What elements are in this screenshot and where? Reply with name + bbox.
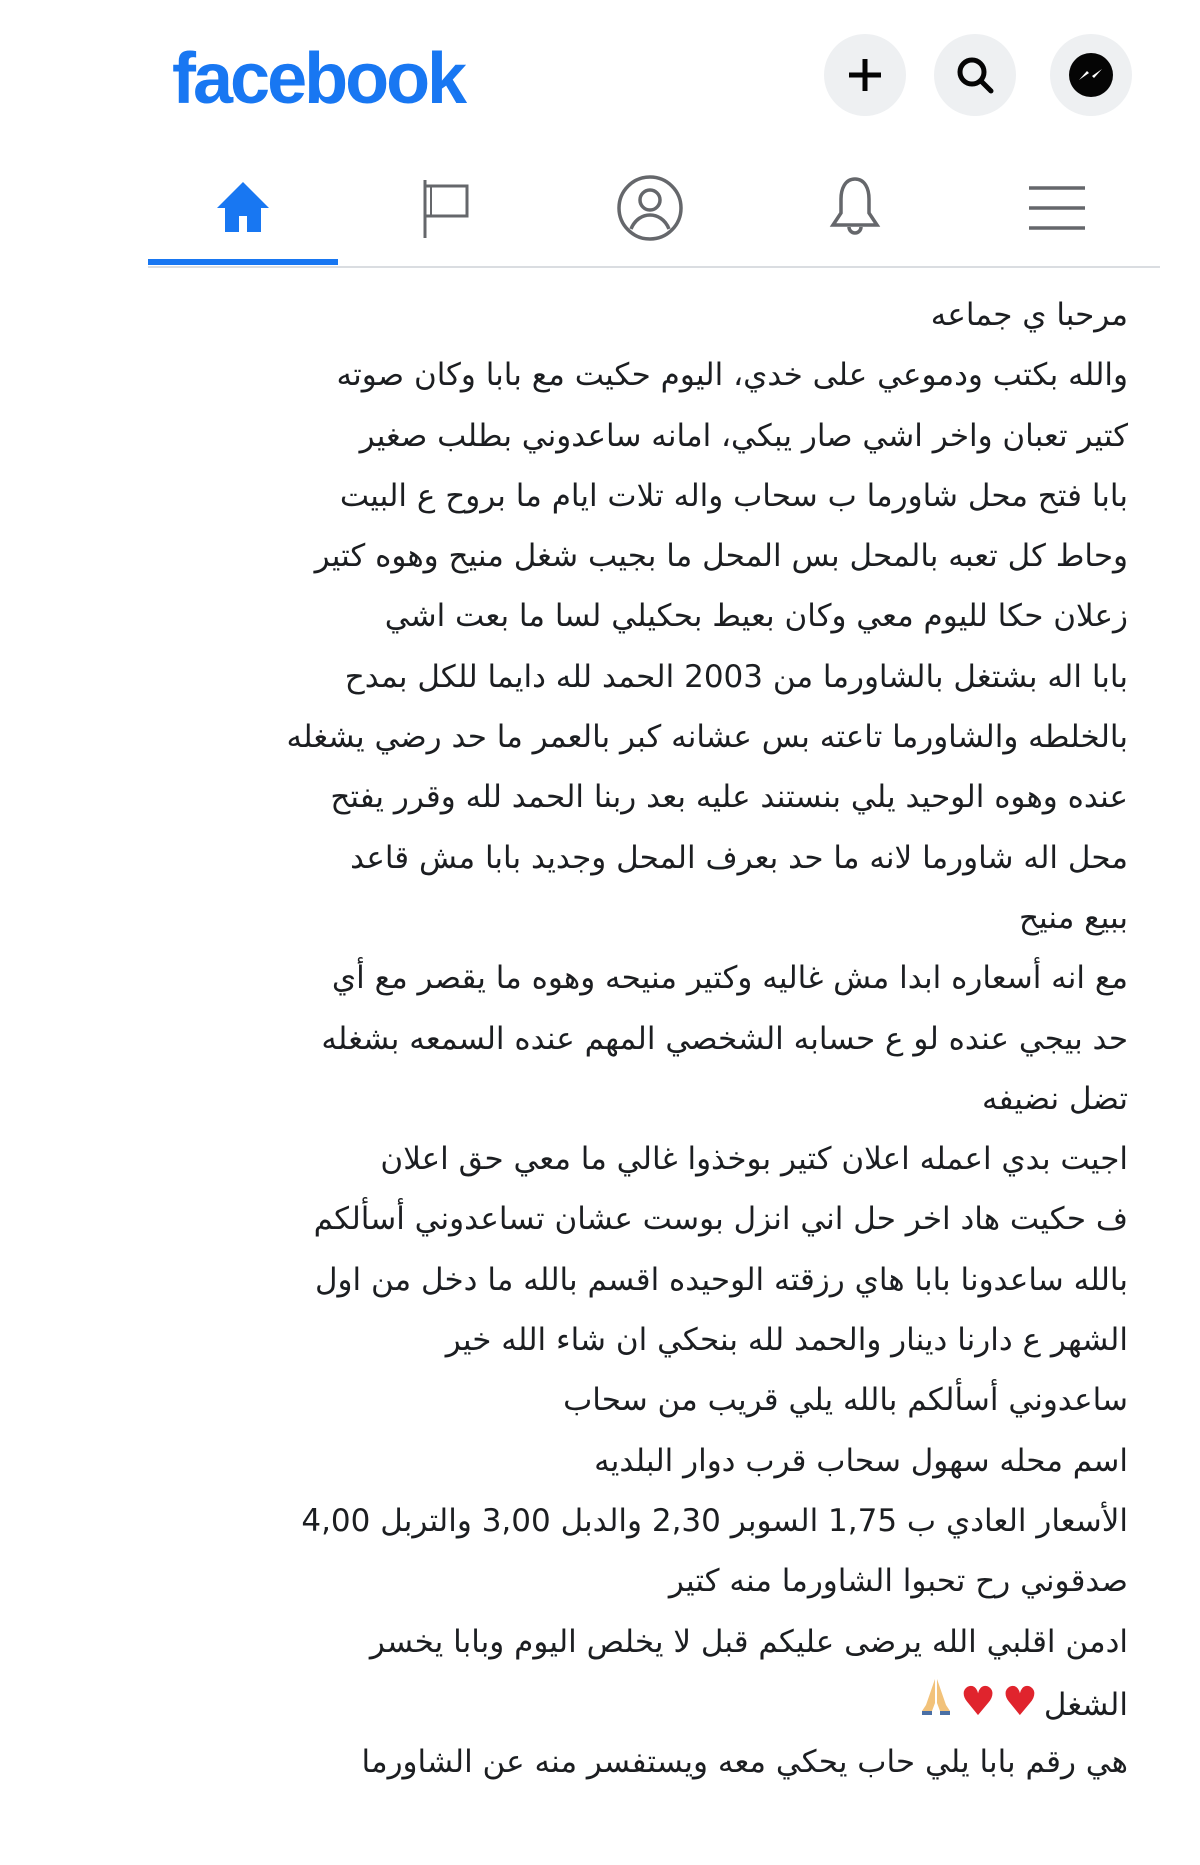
post-text-line — [128, 828, 1128, 888]
praying-hands-icon — [918, 1687, 954, 1723]
post-text-line — [128, 1189, 1128, 1249]
post-text-line — [128, 1732, 1128, 1792]
home-icon — [211, 176, 275, 240]
post-text-line — [128, 1431, 1128, 1491]
tab-notifications[interactable] — [815, 168, 895, 248]
post-text-line — [128, 948, 1128, 1008]
post-text: بابا اله بشتغل بالشاورما من 2003 الحمد لله دايما للكل بمدح — [344, 658, 1128, 695]
post-text-line — [128, 466, 1128, 526]
post-text-line — [128, 767, 1128, 827]
search-icon — [953, 53, 997, 97]
post-text-line — [128, 406, 1128, 466]
post-text: ف حكيت هاد اخر حل اني انزل بوست عشان تساعدوني أسألكم — [313, 1201, 1128, 1238]
post-text: ساعدوني أسألكم بالله يلي قريب من سحاب — [563, 1382, 1128, 1419]
post-text: وحاط كل تعبه بالمحل بس المحل ما بجيب شغل منيح وهوه كتير — [314, 538, 1128, 575]
post-text: مرحبا ي جماعه — [930, 297, 1128, 333]
post-text: هي رقم بابا يلي حاب يحكي معه ويستفسر منه عن الشاورما — [361, 1744, 1128, 1781]
post-text-line — [128, 1129, 1128, 1189]
post-text: والله بكتب ودموعي على خدي، اليوم حكيت مع بابا وكان صوته — [336, 357, 1128, 394]
post-body — [128, 285, 1128, 1792]
post-text: بابا فتح محل شاورما ب سحاب واله تلات ايام ما بروح ع البيت — [339, 477, 1128, 514]
messenger-icon — [1066, 50, 1116, 100]
post-text: بالخلطه والشاورما تاعته بس عشانه كبر بالعمر ما حد رضي يشغله — [286, 719, 1128, 756]
post-text: محل اله شاورما لانه ما حد بعرف المحل وجديد بابا مش قاعد — [350, 839, 1128, 876]
tab-profile[interactable] — [610, 168, 690, 248]
post-text: الشغل — [1043, 1686, 1128, 1723]
post-text: ببيع منيح — [1018, 899, 1128, 936]
flag-icon — [417, 176, 477, 240]
post-text: بالله ساعدونا بابا هاي رزقته الوحيده اقسم بالله ما دخل من اول — [315, 1261, 1128, 1298]
tab-pages[interactable] — [407, 168, 487, 248]
bell-icon — [825, 175, 885, 241]
heart-icon: ♥ — [1001, 1678, 1038, 1725]
post-text-line — [128, 1551, 1128, 1611]
post-text-line — [128, 647, 1128, 707]
messenger-button[interactable] — [1050, 34, 1132, 116]
post-text: ادمن اقلبي الله يرضى عليكم قبل لا يخلص اليوم وبابا يخسر — [369, 1623, 1128, 1660]
post-text-line — [128, 707, 1128, 767]
post-text-line — [128, 1250, 1128, 1310]
active-tab-indicator — [148, 259, 338, 265]
post-text: صدقوني رح تحبوا الشاورما منه كتير — [668, 1563, 1128, 1600]
post-text-line — [128, 1672, 1128, 1732]
post-text-line — [128, 1612, 1128, 1672]
post-text-line — [128, 586, 1128, 646]
menu-icon — [1027, 183, 1087, 233]
post-text-line — [128, 1310, 1128, 1370]
post-text: حد بيجي عنده لو ع حسابه الشخصي المهم عنده السمعه بشغله — [321, 1020, 1128, 1057]
post-text-line — [128, 526, 1128, 586]
post-text: الشهر ع دارنا دينار والحمد لله بنحكي ان شاء الله خير — [445, 1322, 1128, 1359]
profile-icon — [615, 173, 685, 243]
post-text: اسم محله سهول سحاب قرب دوار البلديه — [594, 1442, 1128, 1479]
post-text-line — [128, 285, 1128, 345]
post-text: تضل نضيفه — [981, 1080, 1128, 1117]
post-text: عنده وهوه الوحيد يلي بنستند عليه بعد ربنا الحمد لله وقرر يفتح — [330, 779, 1128, 816]
post-text-line — [128, 345, 1128, 405]
post-text: مع انه أسعاره ابدا مش غاليه وكتير منيحه وهوه ما يقصر مع أي — [331, 960, 1128, 997]
search-button[interactable] — [934, 34, 1016, 116]
post-text-line — [128, 888, 1128, 948]
post-text-line — [128, 1009, 1128, 1069]
create-button[interactable] — [824, 34, 906, 116]
post-text: اجيت بدي اعمله اعلان كتير بوخذوا غالي ما معي حق اعلان — [380, 1141, 1128, 1178]
post-text: الأسعار العادي ب 1,75 السوبر 2,30 والدبل 3,00 والتربل 4,00 — [301, 1502, 1128, 1539]
post-text: كتير تعبان واخر اشي صار يبكي، امانه ساعدوني بطلب صغير — [359, 417, 1128, 454]
header-divider — [148, 266, 1160, 268]
post-text: زعلان حكا لليوم معي وكان بعيط بحكيلي لسا ما بعت اشي — [384, 598, 1128, 635]
tab-home[interactable] — [203, 168, 283, 248]
heart-icon: ♥ — [960, 1678, 996, 1725]
plus-icon — [845, 55, 885, 95]
post-text-line — [128, 1069, 1128, 1129]
facebook-logo[interactable]: facebook — [172, 39, 465, 119]
tab-menu[interactable] — [1017, 168, 1097, 248]
post-text-line — [128, 1491, 1128, 1551]
post-text-line — [128, 1370, 1128, 1430]
